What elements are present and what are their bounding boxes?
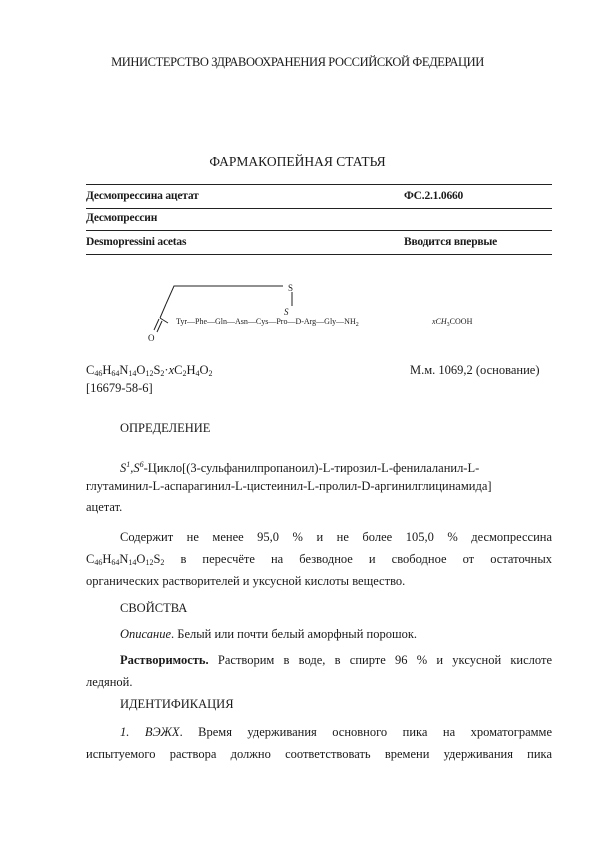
solubility-line-2: ледяной. [86,675,133,689]
drug-name-latin: Desmopressini acetas [86,236,187,248]
sulfur-mid-label: S [284,307,289,317]
drug-name-ru: Десмопрессина ацетат [86,190,199,202]
section-properties: СВОЙСТВА [120,601,188,615]
definition-line-1: $S^1,S^6-Цикло[(3-сульфанилпропаноил)-L-тирозил-L-фенилаланил-L-$ [120,460,480,475]
monograph-code: ФС.2.1.0660 [404,190,464,202]
content-line-2: $C_{46}H_{64}N_{14}O_{12}S_2$ в пересчёте на безводное и свободное от остаточных [86,552,553,567]
molecular-formula: $C_{46}H_{64}N_{14}O_{12}S_2\cdot xC_2H_4O_2$ [86,363,213,378]
content-line-1: Содержит не менее 95,0 % и не более 105,0 % десмопрессина [120,530,552,544]
peptide-chain: Tyr—Phe—Gln—Asn—Cys—Pro—D-Arg—Gly—NH [176,317,356,326]
acetic-acid-subscript: 3 [446,322,450,328]
sulfur-top-label: S [288,283,294,293]
identification-line-2: испытуемого раствора должно соответствовать времени удерживания пика [86,747,552,761]
svg-text:Tyr—Phe—Gln—Asn—Cys—Pro—D-Arg— [176,317,359,328]
molecular-weight: М.м. 1069,2 (основание) [410,363,540,377]
svg-text:xCH3COOH [431,317,473,328]
content-line-3: органических растворителей и уксусной кислоты вещество. [86,574,406,588]
structural-formula [120,270,520,350]
nh2-subscript: 2 [355,322,359,328]
identification-line-1: 1. ВЭЖХ. Время удерживания основного пика на хроматограмме [120,725,552,739]
definition-line-3: ацетат. [86,500,123,514]
description-line: Описание. Белый или почти белый аморфный порошок. [120,627,418,641]
oxygen-label: O [148,333,155,343]
drug-short-name: Десмопрессин [86,212,158,224]
divider-2 [86,230,552,231]
cas-number: [16679-58-6] [86,381,153,395]
acetic-acid-end: COOH [449,317,473,326]
ministry-header: МИНИСТЕРСТВО ЗДРАВООХРАНЕНИЯ РОССИЙСКОЙ ФЕДЕРАЦИИ [111,55,484,69]
definition-line-2: глутаминил-L-аспарагинил-L-цистеинил-L-пролил-D-аргинилглицинамида] [86,479,492,493]
solubility-line-1: Растворимость. Растворим в воде, в спирте 96 % и уксусной кислоте [120,653,552,667]
divider-bottom [86,254,552,255]
acetic-acid-label: xCH [432,317,447,326]
document-title: ФАРМАКОПЕЙНАЯ СТАТЬЯ [209,154,386,169]
section-definition: ОПРЕДЕЛЕНИЕ [120,421,211,435]
divider-top [86,184,552,185]
status-note: Вводится впервые [404,236,498,248]
divider-1 [86,208,552,209]
section-identification: ИДЕНТИФИКАЦИЯ [120,697,234,711]
